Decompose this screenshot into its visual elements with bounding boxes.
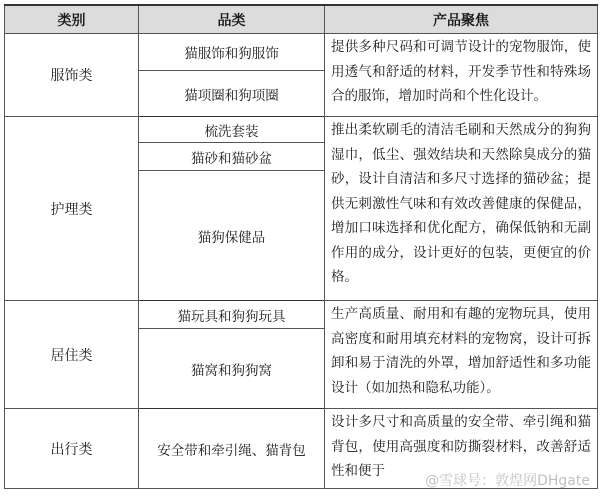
header-focus: 产品聚焦 [325, 5, 598, 34]
product-cell: 猫砂和猫砂盆 [139, 143, 325, 171]
header-product: 品类 [139, 5, 325, 34]
category-cell: 出行类 [5, 409, 139, 489]
category-cell: 服饰类 [5, 34, 139, 117]
header-row [5, 5, 598, 34]
product-cell: 梳洗套装 [139, 117, 325, 143]
product-focus-table [4, 4, 598, 489]
product-cell: 安全带和牵引绳、猫背包 [139, 409, 325, 489]
focus-cell: 推出柔软刷毛的清洁毛刷和天然成分的狗狗湿巾，低尘、强效结块和天然除臭成分的猫砂，设计自清洁和多尺寸选择的猫砂盆；提供无刺激性气味和有效改善健康的保健品，增加口味选择和优化配方，确保低钠和无副作用的成分，设计更好的包装，更便宜的价格。 [325, 117, 598, 301]
table-row [5, 117, 598, 143]
product-cell: 猫窝和狗狗窝 [139, 329, 325, 409]
table-row [5, 34, 598, 71]
product-cell: 猫项圈和狗项圈 [139, 71, 325, 117]
watermark: @雪球号：敦煌网DHgate [425, 473, 590, 489]
header-category: 类别 [5, 5, 139, 34]
product-cell: 猫服饰和狗服饰 [139, 34, 325, 71]
focus-cell: 设计多尺寸和高质量的安全带、牵引绳和猫背包，使用高强度和防撕裂材料，改善舒适性和便于 [325, 409, 598, 489]
focus-cell: 提供多种尺码和可调节设计的宠物服饰，使用透气和舒适的材料，开发季节性和特殊场合的服饰，增加时尚和个性化设计。 [325, 34, 598, 117]
focus-cell: 生产高质量、耐用和有趣的宠物玩具，使用高密度和耐用填充材料的宠物窝，设计可拆卸和易于清洗的外罩，增加舒适性和多功能设计（如加热和隐私功能）。 [325, 301, 598, 409]
table-row [5, 301, 598, 329]
category-cell: 护理类 [5, 117, 139, 301]
category-cell: 居住类 [5, 301, 139, 409]
product-cell: 猫玩具和狗狗玩具 [139, 301, 325, 329]
product-cell: 猫狗保健品 [139, 171, 325, 301]
